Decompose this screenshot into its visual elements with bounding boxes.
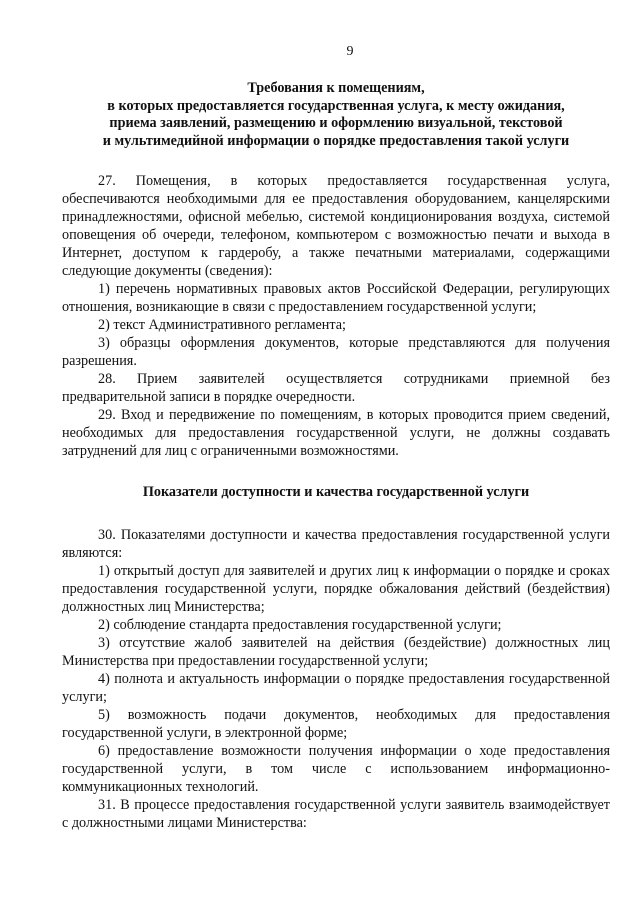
paragraph-29: 29. Вход и передвижение по помещениям, в которых проводится прием сведений, необходимых для предоставления государственной услуги, не должны создавать затруднений для лиц с ограниченными возможностями. xyxy=(62,407,610,459)
section-premises-body xyxy=(62,172,610,460)
heading-line: в которых предоставляется государственная услуга, к месту ожидания, xyxy=(107,97,565,114)
paragraph-28: 28. Прием заявителей осуществляется сотрудниками приемной без предварительной записи в порядке очередности. xyxy=(62,371,610,405)
list-item-4: 4) полнота и актуальность информации о порядке предоставления государственной услуги; xyxy=(62,670,610,705)
list-item-1: 1) открытый доступ для заявителей и других лиц к информации о порядке и сроках предоставления государственной услуги, порядке обжалования действий (бездействия) должностных лиц Министерства; xyxy=(62,562,610,615)
section-heading-accessibility-quality: Показатели доступности и качества государственной услуги xyxy=(142,484,530,500)
paragraph-27: 27. Помещения, в которых предоставляется государственная услуга, обеспечиваются необходимыми для ее предоставления оборудованием, канцелярскими принадлежностями, офисной мебелью, системой кондиционирования воздуха, системой оповещения об очереди, телефоном, компьютером с возможностью печати и выхода в Интернет, доступом к гардеробу, а также печатными материалами, содержащими следующие документы (сведения): xyxy=(62,173,610,279)
list-item-3: 3) отсутствие жалоб заявителей на действия (бездействие) должностных лиц Министерства при предоставлении государственной услуги; xyxy=(62,634,610,669)
list-item-1: 1) перечень нормативных правовых актов Российской Федерации, регулирующих отношения, возникающие в связи с предоставлением государственной услуги; xyxy=(62,281,610,315)
list-item-2: 2) соблюдение стандарта предоставления государственной услуги; xyxy=(98,616,502,633)
paragraph-31: 31. В процессе предоставления государственной услуги заявитель взаимодействует с должностными лицами Министерства: xyxy=(62,796,610,831)
section-accessibility-body xyxy=(62,526,610,832)
heading-line: и мультимедийной информации о порядке предоставления такой услуги xyxy=(102,132,570,149)
page-number: 9 xyxy=(346,44,354,59)
list-item-6: 6) предоставление возможности получения информации о ходе предоставления государственной услуги, в том числе с использованием информационно-коммуникационных технологий. xyxy=(62,742,610,795)
heading-line: приема заявлений, размещению и оформлению визуальной, текстовой xyxy=(109,115,563,131)
section-heading-premises-requirements xyxy=(62,80,610,150)
list-item-3: 3) образцы оформления документов, которые представляются для получения разрешения. xyxy=(62,335,610,369)
heading-line: Требования к помещениям, xyxy=(247,80,425,96)
paragraph-30: 30. Показателями доступности и качества предоставления государственной услуги являются: xyxy=(62,526,610,561)
list-item-2: 2) текст Административного регламента; xyxy=(98,317,346,333)
list-item-5: 5) возможность подачи документов, необходимых для предоставления государственной услуги, в электронной форме; xyxy=(62,706,610,741)
